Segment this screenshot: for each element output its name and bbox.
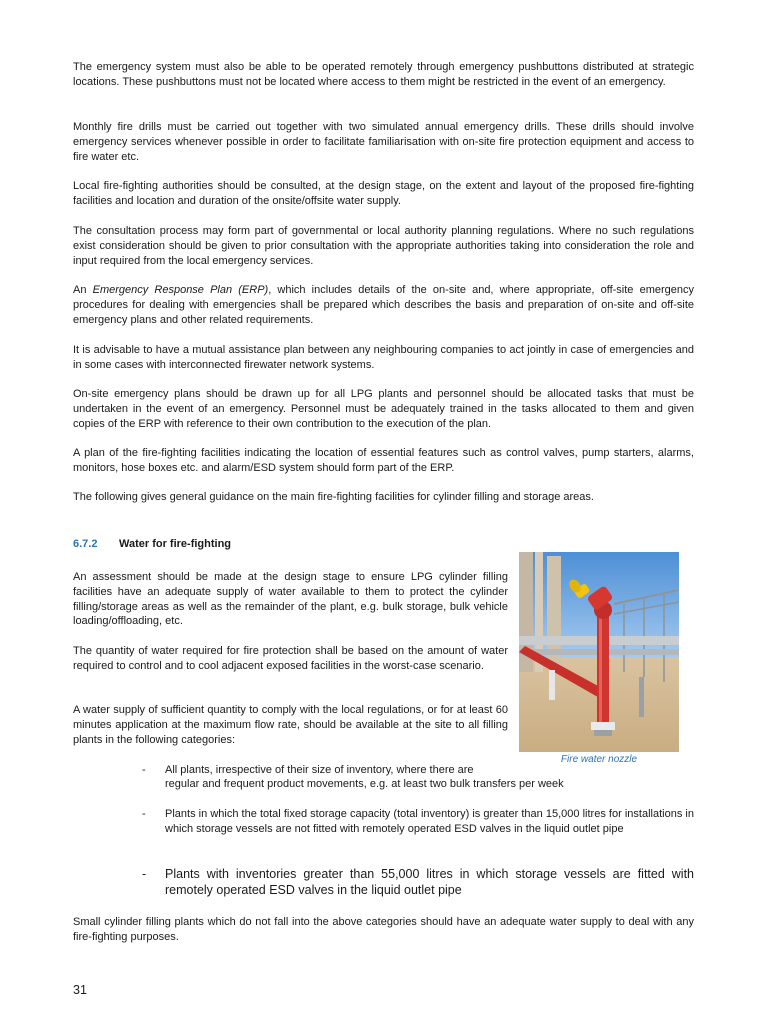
bullet-marker: - — [142, 808, 146, 820]
paragraph-local-authorities: Local fire-fighting authorities should be consulted, at the design stage, on the extent and layout of the proposed fire-fighting facilities and location and duration of the onsite/offsite water supply. — [73, 180, 694, 207]
nozzle-illustration — [519, 552, 679, 752]
paragraph-general-guidance: The following gives general guidance on the main fire-fighting facilities for cylinder filling and storage areas. — [73, 491, 594, 503]
erp-text-end: , which includes details of the on-site and, where appropriate, off-site emergency procedures for dealing with emergencies shall be prepared which describes the basis and preparation of on-site and off-site emergency plans and other related requirements. — [73, 284, 694, 326]
paragraph-consultation-process: The consultation process may form part of governmental or local authority planning regulations. Where no such regulations exist consideration should be given to prior consultation with the appropriate authorities taking into consideration the role and input required from the local emergency services. — [73, 225, 694, 267]
bullet-marker: - — [142, 867, 147, 881]
bullet-item-line1: All plants, irrespective of their size of inventory, where there are — [165, 764, 474, 776]
paragraph-small-plants: Small cylinder filling plants which do not fall into the above categories should have an adequate water supply to deal with any fire-fighting purposes. — [73, 916, 694, 943]
bullet-marker: - — [142, 764, 146, 776]
section-heading — [73, 538, 231, 550]
paragraph-water-quantity: The quantity of water required for fire protection shall be based on the amount of water required to control and to cool adjacent exposed facilities in the worst-case scenario. — [73, 645, 508, 672]
page-number: 31 — [73, 983, 87, 997]
bullet-item: Plants in which the total fixed storage capacity (total inventory) is greater than 15,000 litres for installations in which storage vessels are not fitted with remotely operated ESD valves in the liquid outlet pipe — [165, 808, 694, 835]
section-number: 6.7.2 — [73, 538, 98, 550]
bullet-item-line2: regular and frequent product movements, e.g. at least two bulk transfers per week — [165, 778, 564, 790]
paragraph-mutual-assistance: It is advisable to have a mutual assistance plan between any neighbouring companies to act jointly in case of emergencies and in some cases with interconnected firewater network systems. — [73, 344, 694, 371]
paragraph-assessment: An assessment should be made at the design stage to ensure LPG cylinder filling facilities have an adequate supply of water available to them to protect the cylinder filling/storage areas as well as the remainder of the plant, e.g. bulk storage, bulk vehicle loading/offloading, etc. — [73, 571, 508, 628]
paragraph-water-supply: A water supply of sufficient quantity to comply with the local regulations, or for at least 60 minutes application at the maximum flow rate, should be available at the site to all filling plants in the following categories: — [73, 704, 508, 746]
bullet-item: Plants with inventories greater than 55,000 litres in which storage vessels are fitted with remotely operated ESD valves in the liquid outlet pipe — [165, 867, 694, 897]
erp-text-start: An — [73, 284, 93, 296]
paragraph-erp — [73, 283, 694, 327]
paragraph-fire-drills: Monthly fire drills must be carried out together with two simulated annual emergency drills. These drills should involve emergency services whenever possible in order to facilitate familiarisation with on-site fire protection equipment and access to fire water etc. — [73, 121, 694, 163]
erp-term: Emergency Response Plan (ERP) — [92, 284, 269, 296]
paragraph-onsite-plans: On-site emergency plans should be drawn up for all LPG plants and personnel should be allocated tasks that must be undertaken in the event of an emergency. Personnel must be adequately trained in the tasks allocated to them and given copies of the ERP with reference to their own contribution to the execution of the plan. — [73, 388, 694, 430]
paragraph-facilities-plan: A plan of the fire-fighting facilities indicating the location of essential features such as control valves, pump starters, alarms, monitors, hose boxes etc. and alarm/ESD system should form part of the ERP. — [73, 447, 694, 474]
paragraph-emergency-pushbuttons: The emergency system must also be able to be operated remotely through emergency pushbuttons distributed at strategic locations. These pushbuttons must not be located where access to them might be restricted in the event of an emergency. — [73, 61, 694, 88]
fire-water-nozzle-photo — [519, 552, 679, 752]
section-title: Water for fire-fighting — [119, 538, 232, 550]
figure-caption: Fire water nozzle — [560, 754, 638, 765]
